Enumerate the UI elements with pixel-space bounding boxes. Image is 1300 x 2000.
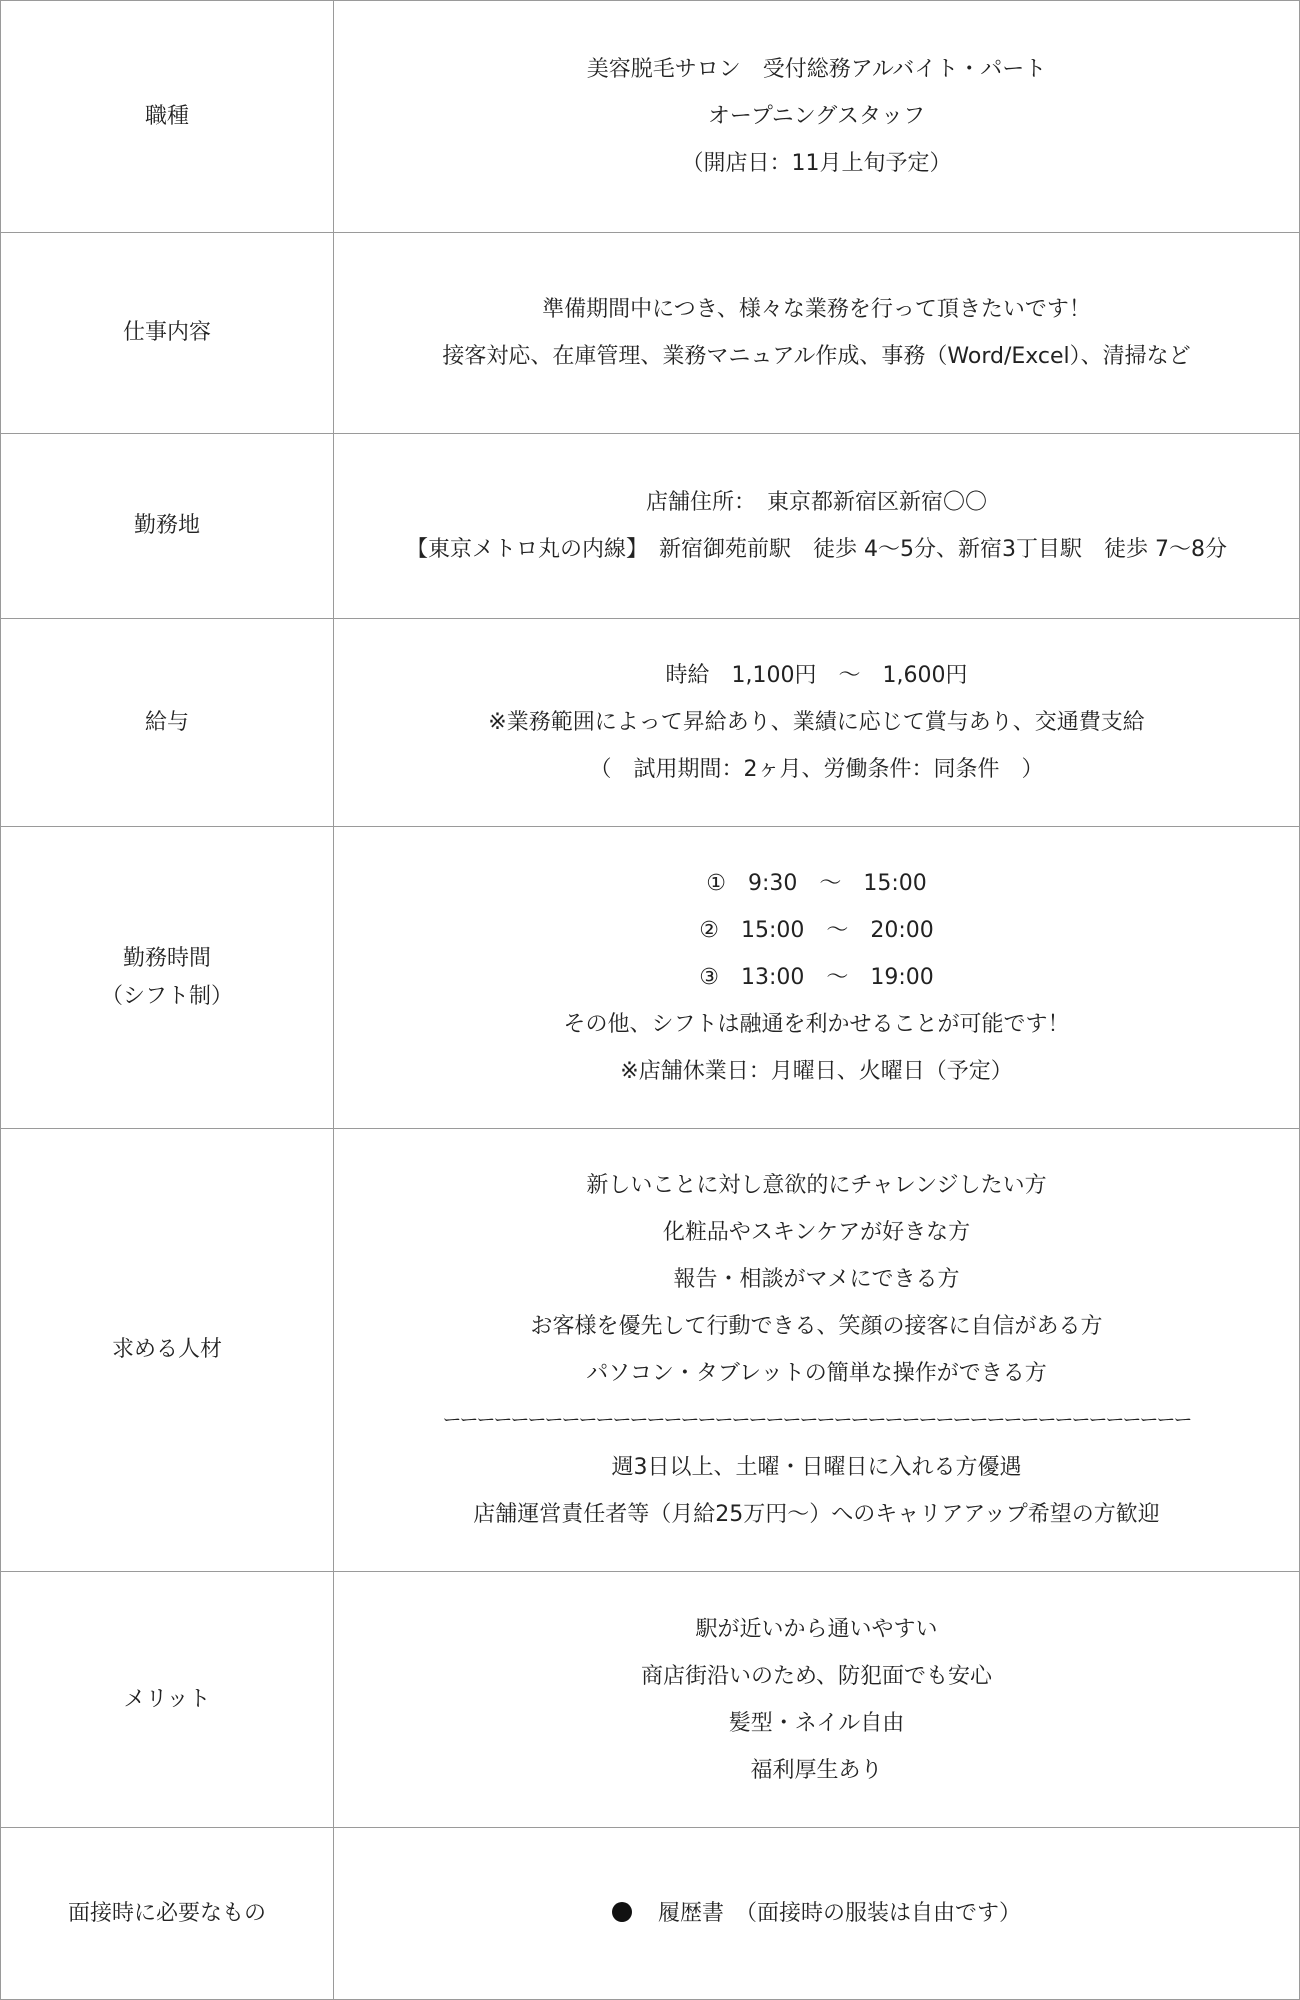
row-label-salary: 給与 xyxy=(1,619,334,827)
content-line: 接客対応、在庫管理、業務マニュアル作成、事務（Word/Excel）、清掃など xyxy=(442,344,1191,369)
table-row-duties xyxy=(1,233,1300,434)
row-content-requirements xyxy=(334,1129,1300,1572)
content-line: 店舗運営責任者等（月給25万円〜）へのキャリアアップ希望の方歓迎 xyxy=(473,1502,1160,1527)
row-content-interview-items xyxy=(334,1828,1300,2000)
table-row-salary xyxy=(1,619,1300,827)
row-label-location: 勤務地 xyxy=(1,434,334,619)
content-line: （開店日：11月上旬予定） xyxy=(681,151,952,176)
content-line: オープニングスタッフ xyxy=(707,104,926,129)
table-row-location xyxy=(1,434,1300,619)
content-line: 店舗住所： 東京都新宿区新宿〇〇 xyxy=(645,490,987,515)
content-line: ② 15:00 〜 20:00 xyxy=(699,918,934,943)
content-line: お客様を優先して行動できる、笑顔の接客に自信がある方 xyxy=(530,1314,1103,1339)
content-line: 準備期間中につき、様々な業務を行って頂きたいです！ xyxy=(542,297,1091,322)
content-line: 商店街沿いのため、防犯面でも安心 xyxy=(640,1663,993,1689)
row-content-location xyxy=(334,434,1300,619)
content-line xyxy=(334,1890,1299,1937)
table-row-benefits xyxy=(1,1572,1300,1828)
row-label-job-type: 職種 xyxy=(1,1,334,233)
row-label-hours xyxy=(1,827,334,1129)
content-line: ① 9:30 〜 15:00 xyxy=(706,871,927,896)
row-label-benefits: メリット xyxy=(1,1572,334,1828)
divider-line: ーーーーーーーーーーーーーーーーーーーーーーーーーーーーーーーーーーーーーーーーーーーー xyxy=(442,1409,1191,1431)
table-row-interview-items xyxy=(1,1828,1300,2000)
row-label-hours-main: 勤務時間 xyxy=(122,945,211,971)
content-line: 報告・相談がマメにできる方 xyxy=(673,1267,960,1292)
row-label-hours-sub: （シフト制） xyxy=(100,983,233,1009)
content-line: 週3日以上、土曜・日曜日に入れる方優遇 xyxy=(611,1455,1022,1480)
row-label-duties: 仕事内容 xyxy=(1,233,334,434)
content-line: 福利厚生あり xyxy=(750,1757,883,1783)
row-label-requirements: 求める人材 xyxy=(1,1129,334,1572)
content-line: 化粧品やスキンケアが好きな方 xyxy=(662,1220,971,1245)
row-content-salary xyxy=(334,619,1300,827)
row-content-hours xyxy=(334,827,1300,1129)
content-line: その他、シフトは融通を利かせることが可能です！ xyxy=(563,1012,1070,1037)
table-row-job-type xyxy=(1,1,1300,233)
content-line: パソコン・タブレットの簡単な操作ができる方 xyxy=(586,1361,1047,1386)
content-line: 美容脱毛サロン 受付総務アルバイト・パート xyxy=(586,57,1047,82)
interview-item-text: 履歴書 （面接時の服装は自由です） xyxy=(657,1901,1021,1926)
row-label-interview-items: 面接時に必要なもの xyxy=(1,1828,334,2000)
row-content-job-type xyxy=(334,1,1300,233)
content-line: 新しいことに対し意欲的にチャレンジしたい方 xyxy=(586,1173,1047,1198)
table-row-requirements xyxy=(1,1129,1300,1572)
content-line: 【東京メトロ丸の内線】 新宿御苑前駅 徒歩 4〜5分、新宿3丁目駅 徒歩 7〜8分 xyxy=(406,537,1227,562)
content-line: ③ 13:00 〜 19:00 xyxy=(699,965,934,990)
table-row-hours xyxy=(1,827,1300,1129)
black-circle-bullet-icon xyxy=(612,1902,632,1922)
content-line: ※業務範囲によって昇給あり、業績に応じて賞与あり、交通費支給 xyxy=(488,710,1145,735)
content-line: 駅が近いから通いやすい xyxy=(695,1616,938,1642)
row-content-benefits xyxy=(334,1572,1300,1828)
content-line: （ 試用期間：2ヶ月、労働条件：同条件 ） xyxy=(589,757,1044,782)
content-line: ※店舗休業日：月曜日、火曜日（予定） xyxy=(620,1059,1013,1084)
row-content-duties xyxy=(334,233,1300,434)
content-line: 髪型・ネイル自由 xyxy=(728,1710,905,1736)
content-line: 時給 1,100円 〜 1,600円 xyxy=(665,663,968,688)
